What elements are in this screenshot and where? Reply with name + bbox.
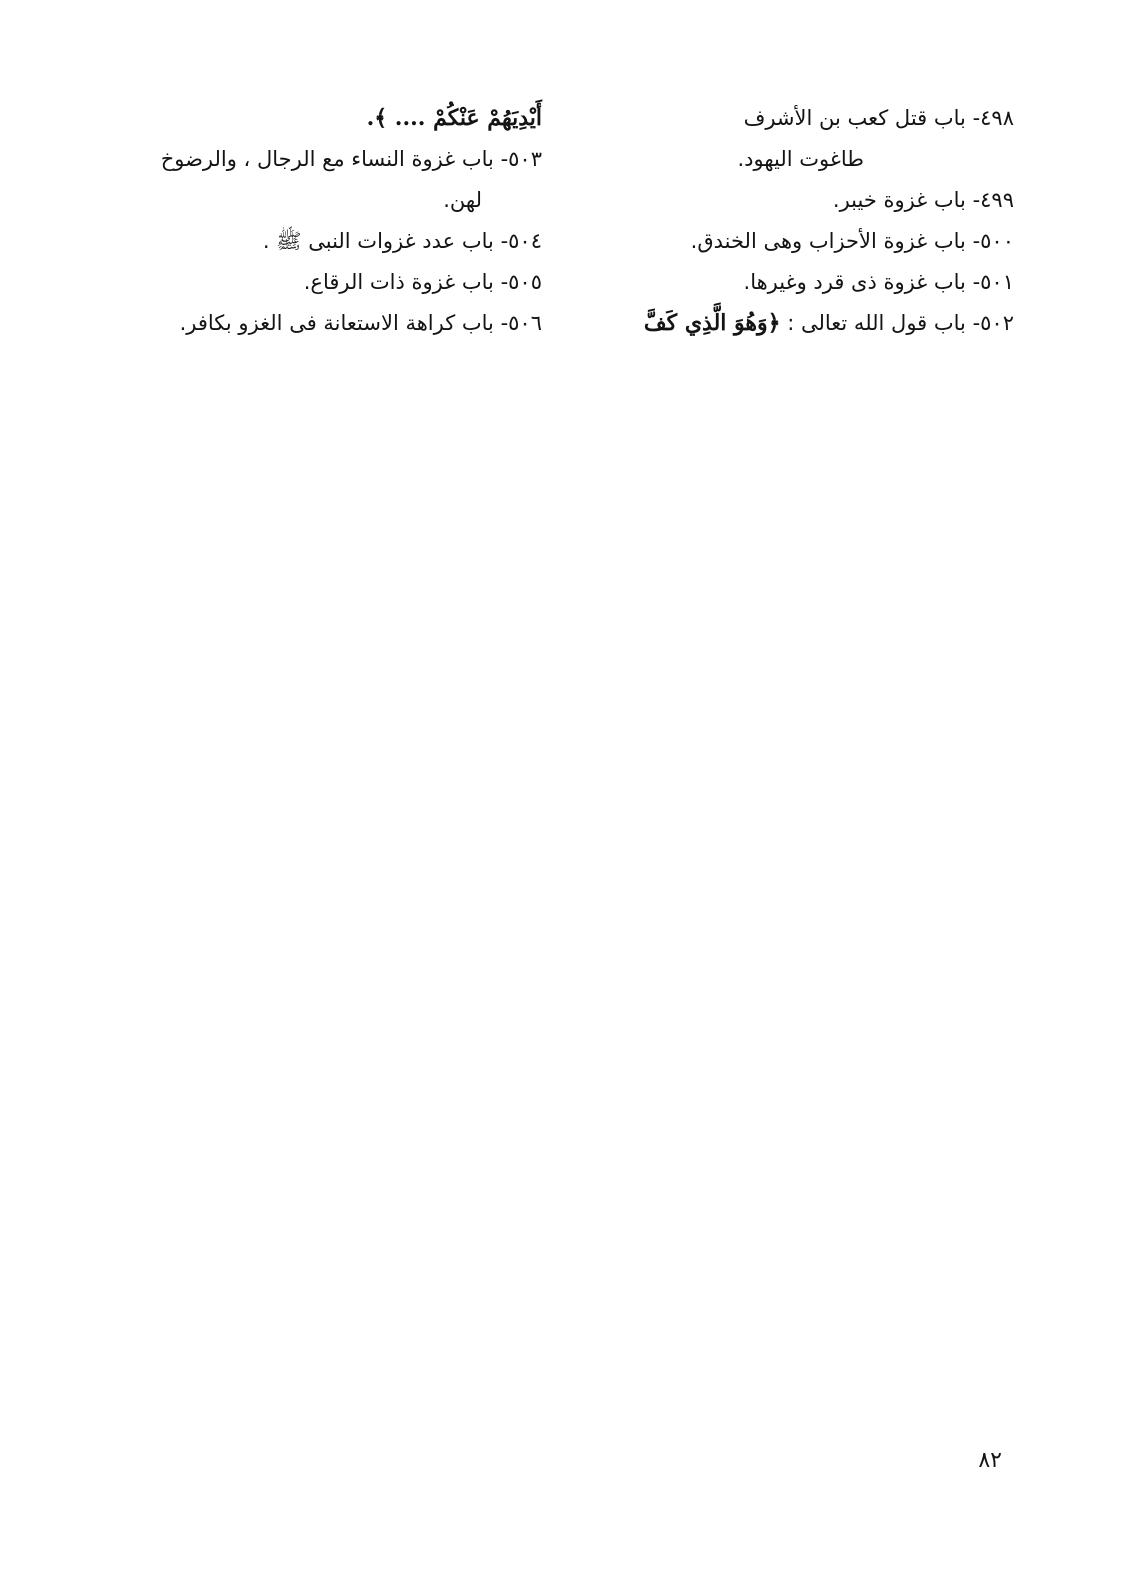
toc-entry-504: ٥٠٤- باب عدد غزوات النبى ﷺ . [262, 229, 542, 253]
toc-entry-498-line2: طاغوت اليهود. [737, 147, 864, 171]
toc-entry-505: ٥٠٥- باب غزوة ذات الرقاع. [303, 270, 542, 294]
toc-entry-506: ٥٠٦- باب كراهة الاستعانة فى الغزو بكافر. [179, 311, 542, 335]
toc-entry-501: ٥٠١- باب غزوة ذى قرد وغيرها. [743, 270, 1014, 294]
toc-entry-502 [614, 303, 1014, 344]
toc-entry-499: ٤٩٩- باب غزوة خيبر. [832, 188, 1014, 212]
toc-entry-498-line1: ٤٩٨- باب قتل كعب بن الأشرف [743, 106, 1014, 130]
toc-entry-502-prefix: ٥٠٢- باب قول الله تعالى : [787, 311, 1014, 335]
toc-entry-500: ٥٠٠- باب غزوة الأحزاب وهى الخندق. [690, 229, 1014, 253]
toc-entry-503: ٥٠٣- باب غزوة النساء مع الرجال ، والرضوخ [160, 147, 542, 171]
toc-entry-503-continuation: لهن. [443, 188, 482, 212]
toc-column-right [614, 98, 1014, 344]
toc-entry-498-continuation [614, 139, 1014, 180]
toc-entry-498 [614, 98, 1014, 139]
toc-column-left [152, 98, 542, 344]
page-number: ٨٢ [978, 1448, 1002, 1473]
quran-verse-start: ﴿وَهُوَ الَّذِي كَفَّ [643, 310, 781, 336]
quran-verse-continuation: أَيْدِيَهُمْ عَنْكُمْ .... ﴾. [366, 105, 542, 131]
